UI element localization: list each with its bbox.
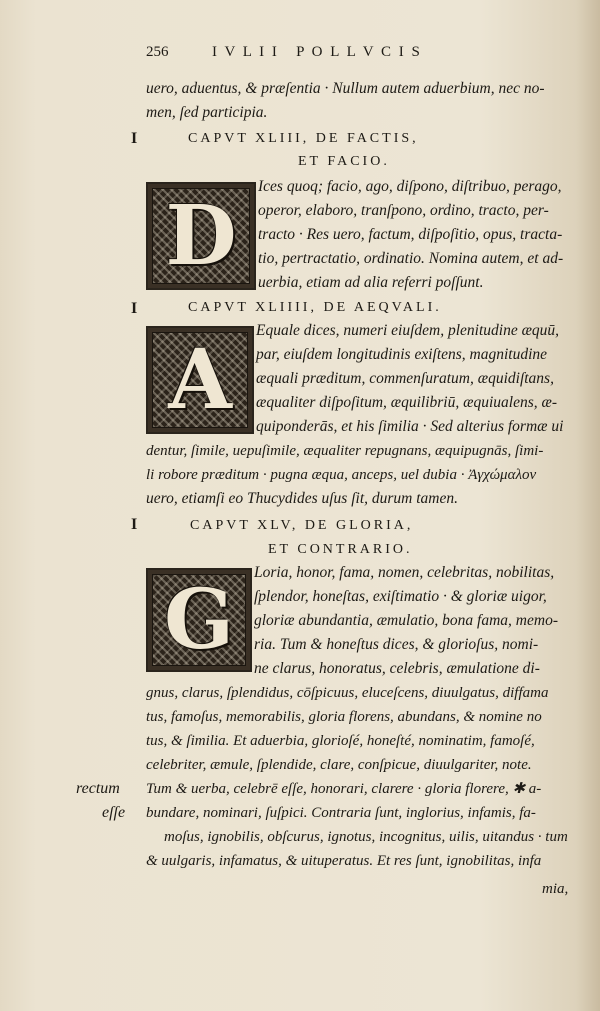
- text-line: mia,: [542, 881, 569, 897]
- chapter-heading: CAPVT XLIIII, DE AEQVALI.: [188, 300, 442, 315]
- section-mark: I: [131, 130, 138, 147]
- text-line: Equale dices, numeri eiuſdem, plenitudine æquū,: [256, 322, 560, 339]
- text-line: gloriæ abundantia, æmulatio, bona fama, memo-: [254, 612, 558, 629]
- dropcap-d: [146, 182, 256, 290]
- text-line: quiponderās, et his ſimilia · Sed alterius formæ ui: [256, 418, 564, 435]
- text-line: & uulgaris, infamatus, & uituperatus. Et res ſunt, ignobilitas, infa: [146, 853, 542, 869]
- text-line: dentur, ſimile, uериſimile, æqualiter repugnans, æquipugnās, ſimi-: [146, 443, 544, 459]
- text-line: uero, etiamſi eo Thucydides uſus ſit, durum tamen.: [146, 490, 458, 507]
- text-line: par, eiuſdem longitudinis exiſtens, magnitudine: [256, 346, 548, 363]
- chapter-heading-cont: ET FACIO.: [298, 154, 390, 169]
- text-line: celebriter, æmule, ſplendide, clare, conſpicue, diuulgariter, note.: [146, 757, 532, 773]
- section-mark: I: [131, 300, 138, 317]
- text-line: tio, pertractatio, ordinatio. Nomina autem, et ad-: [258, 250, 564, 267]
- text-line: men, ſed participia.: [146, 104, 268, 121]
- text-line: moſus, ignobilis, obſcurus, ignotus, incognitus, uilis, uitandus · tum: [164, 829, 568, 845]
- text-line: bundare, nominari, ſuſpici. Contraria ſunt, inglorius, infamis, fa-: [146, 805, 536, 821]
- text-line: æquali præditum, commenſuratum, æquidiſtans,: [256, 370, 554, 387]
- text-line: operor, elaboro, tranſpono, ordino, tracto, per-: [258, 202, 549, 219]
- margin-note: rectum: [76, 780, 120, 797]
- dropcap-a: [146, 326, 254, 434]
- chapter-heading: CAPVT XLIII, DE FACTIS,: [188, 131, 419, 146]
- text-line: Ices quoq; facio, ago, diſpono, diſtribuo, perago,: [258, 178, 562, 195]
- dropcap-letter: G: [163, 572, 235, 668]
- text-line: uero, aduentus, & præſentia · Nullum autem aduerbium, nec no-: [146, 80, 545, 97]
- text-line: tracto · Res uero, factum, diſpoſitio, opus, tracta-: [258, 226, 563, 243]
- page-number: 256: [146, 44, 169, 60]
- margin-note: eſſe: [102, 804, 126, 821]
- text-line: tus, famoſus, memorabilis, gloria florens, abundans, & nomine no: [146, 709, 542, 725]
- text-line: gnus, clarus, ſplendidus, cōſpicuus, eluceſcens, diuulgatus, diffama: [146, 685, 549, 701]
- text-line: li robore præditum · pugna æqua, anceps, uel dubia · Ἀγχώμαλον: [146, 467, 537, 483]
- text-line: Loria, honor, fama, nomen, celebritas, nobilitas,: [254, 564, 555, 581]
- text-line: æqualiter diſpoſitum, æquilibriū, æquiualens, æ-: [256, 394, 557, 411]
- text-line: ria. Tum & honeſtus dices, & glorioſus, nomi-: [254, 636, 539, 653]
- dropcap-g: [146, 568, 252, 672]
- text-line: ſplendor, honeſtas, exiſtimatio · & gloriæ uigor,: [254, 588, 547, 605]
- text-line: uerbia, etiam ad alia referri poſſunt.: [258, 274, 484, 291]
- text-line: tus, & ſimilia. Et aduerbia, glorioſé, honeſté, nominatim, famoſé,: [146, 733, 535, 749]
- text-line: Tum & uerba, celebrē eſſe, honorari, clarere · gloria florere, ✱ a-: [146, 781, 542, 797]
- section-mark: I: [131, 516, 138, 533]
- chapter-heading: CAPVT XLV, DE GLORIA,: [190, 518, 414, 533]
- dropcap-letter: D: [165, 188, 237, 284]
- dropcap-letter: A: [168, 332, 232, 428]
- running-title: I V L I I P O L L V C I S: [212, 44, 422, 60]
- chapter-heading-cont: ET CONTRARIO.: [268, 542, 413, 557]
- text-line: ne clarus, honoratus, celebris, æmulatione di-: [254, 660, 540, 677]
